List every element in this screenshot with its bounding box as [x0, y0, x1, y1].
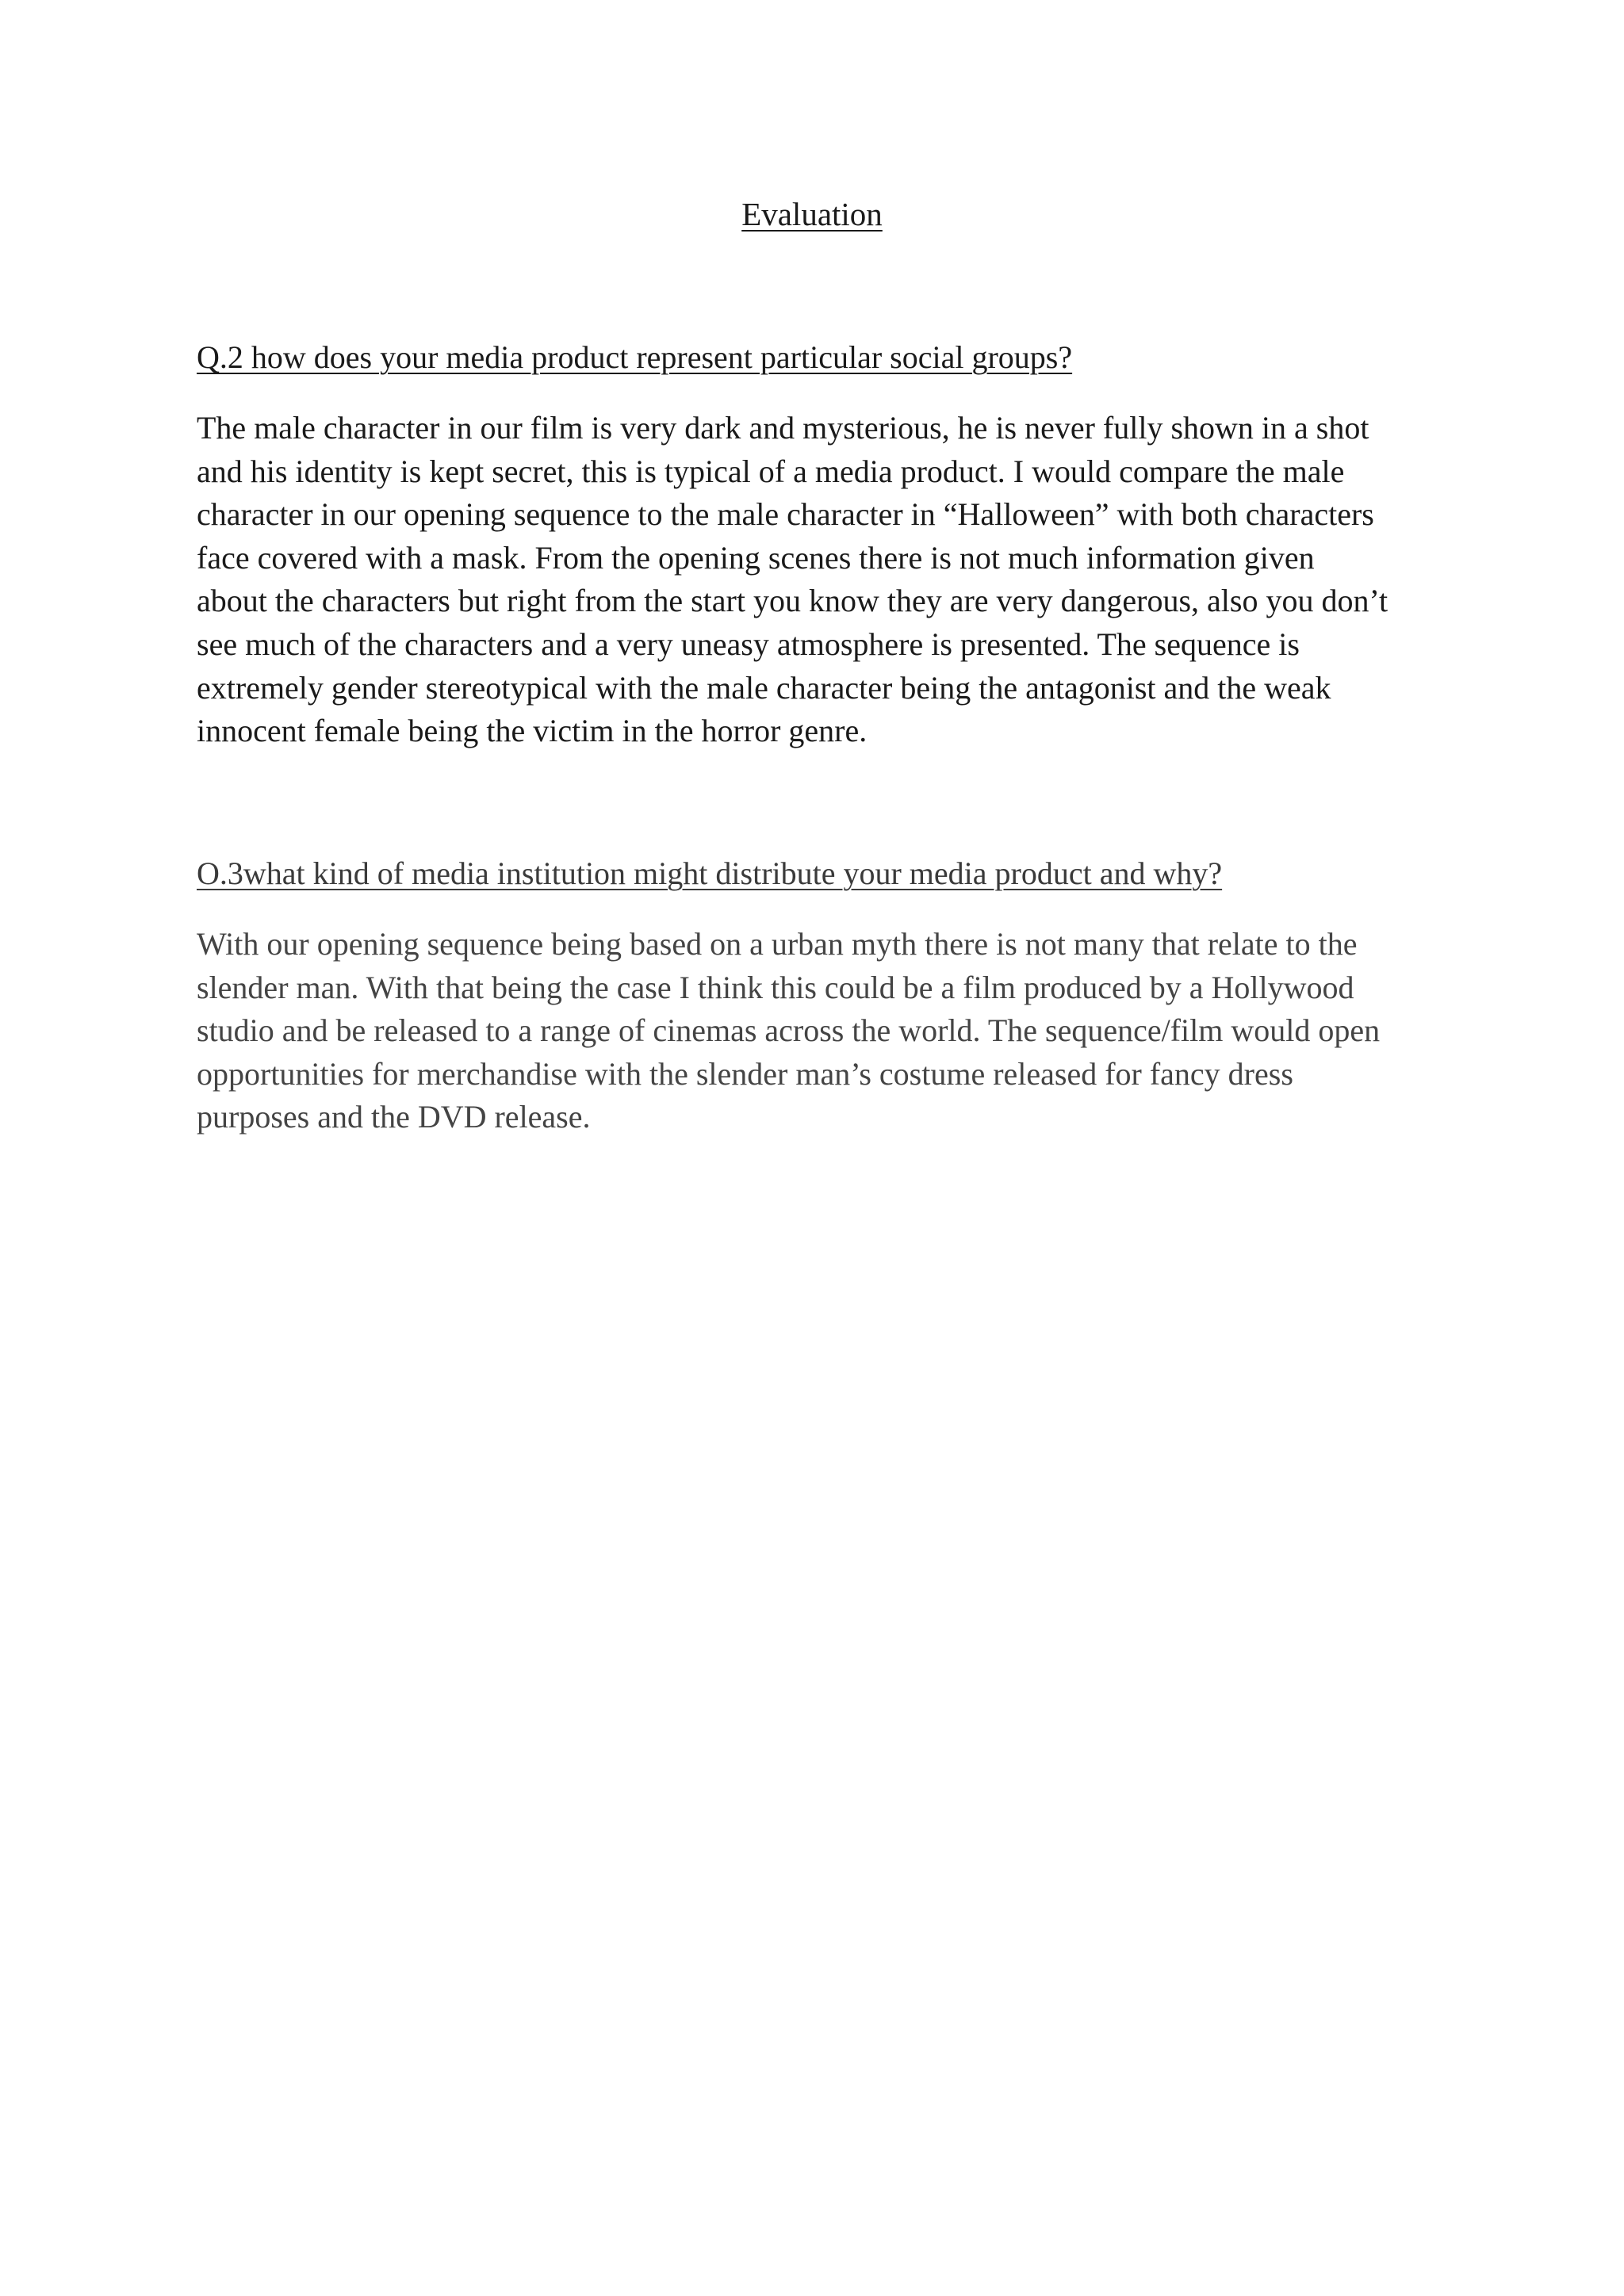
answer-paragraph-q2 [197, 407, 1481, 753]
answer-line: character in our opening sequence to the male character in “Halloween” with both characters [197, 496, 1374, 533]
page-title: Evaluation [741, 196, 883, 232]
answer-line: face covered with a mask. From the opening scenes there is not much information given [197, 539, 1315, 576]
answer-line: opportunities for merchandise with the slender man’s costume released for fancy dress [197, 1055, 1293, 1092]
answer-line: and his identity is kept secret, this is typical of a media product. I would compare the male [197, 453, 1345, 489]
answer-line: about the characters but right from the start you know they are very dangerous, also you don’t [197, 583, 1388, 619]
answer-paragraph-q3 [197, 923, 1481, 1139]
question-heading-q2: Q.2 how does your media product represent particular social groups? [197, 339, 1073, 375]
answer-line: innocent female being the victim in the horror genre. [197, 713, 868, 749]
answer-line: extremely gender stereotypical with the male character being the antagonist and the weak [197, 669, 1331, 706]
answer-line: With our opening sequence being based on a urban myth there is not many that relate to the [197, 926, 1358, 962]
answer-line: The male character in our film is very dark and mysterious, he is never fully shown in a shot [197, 410, 1369, 446]
answer-line: see much of the characters and a very uneasy atmosphere is presented. The sequence is [197, 626, 1300, 662]
answer-line: purposes and the DVD release. [197, 1099, 591, 1135]
answer-line: studio and be released to a range of cinemas across the world. The sequence/film would open [197, 1012, 1381, 1049]
question-heading-q3: O.3what kind of media institution might distribute your media product and why? [197, 855, 1223, 891]
answer-line: slender man. With that being the case I think this could be a film produced by a Hollywood [197, 969, 1354, 1005]
